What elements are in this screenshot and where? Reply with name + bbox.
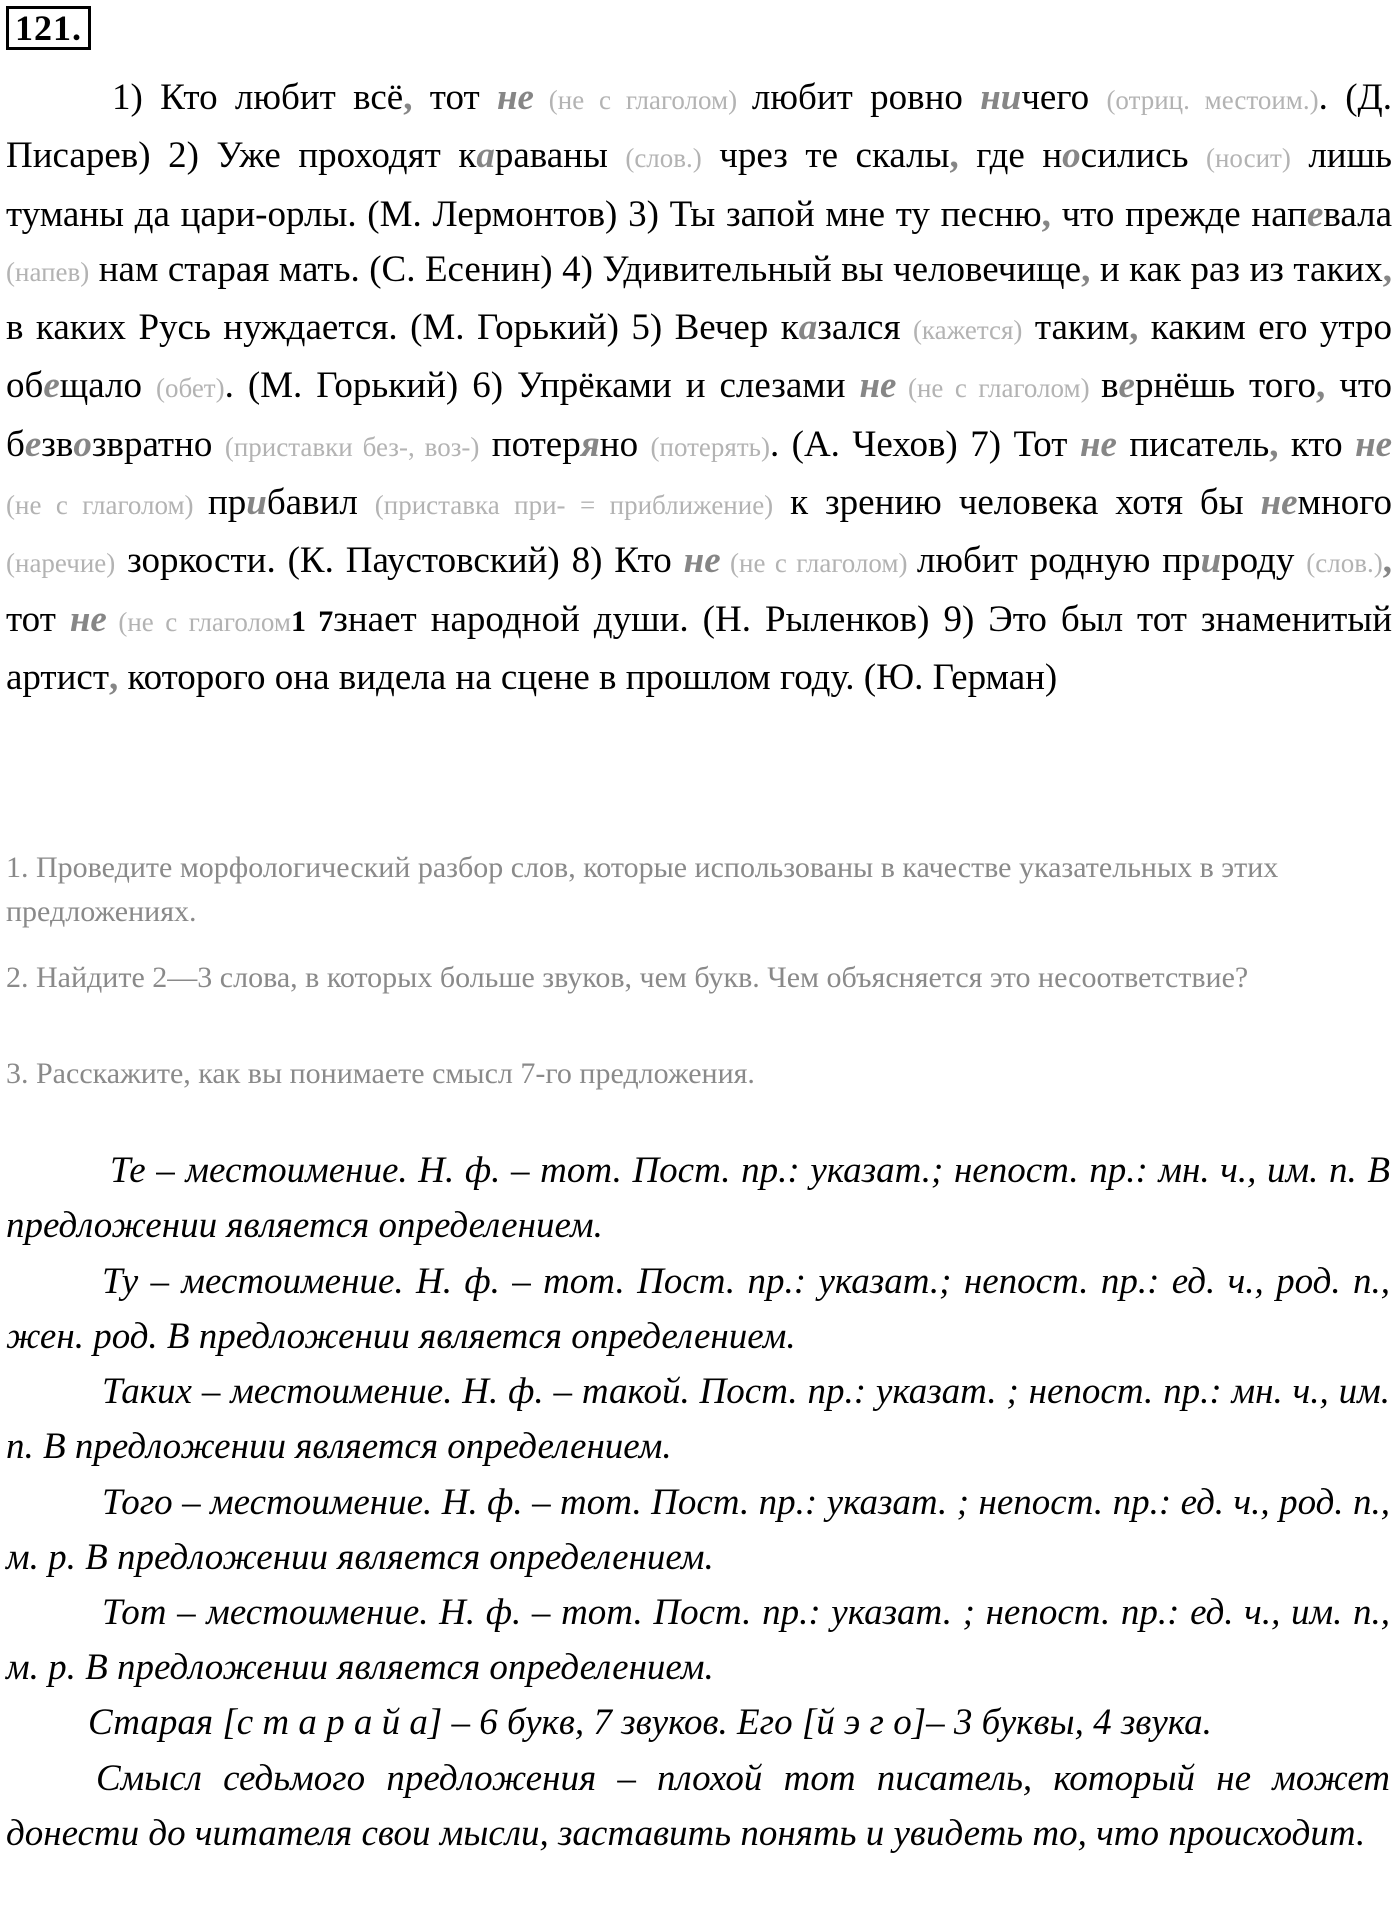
answer-takih: Таких – местоимение. Н. ф. – такой. Пост. пр.: указат. ; непост. пр.: мн. ч., им. п. В предложении является определением. [6,1371,1390,1468]
exercise-number: 121. [6,6,91,50]
question-1: 1. Проведите морфологический разбор слов, которые использованы в качестве указательных в этих предложениях. [6,851,1279,928]
answer-togo: Того – местоимение. Н. ф. – тот. Пост. пр.: указат. ; непост. пр.: ед. ч., род. п., м. р. В предложении является определением. [6,1482,1390,1579]
sentence-8: 8) Кто не (не с глаголом) любит родную природу (слов.), тот не (не с глаголом1 7знает народной души. (Н. Рыленков) [6,540,1392,640]
gray-note: (не с глаголом) [6,490,208,521]
sentence-5: 5) Вечер казался (кажется) таким, каким его утро обещало (обет). (М. Горький) [6,307,1392,407]
particle-ne: не [1260,482,1298,524]
particle-ne: не [1355,423,1393,465]
sentence-1: 1) Кто любит всё, тот не (не с глаголом) любит ровно ничего (отриц. местоим.). (Д. Писарев) [6,77,1393,177]
gray-note: (слов.) [625,143,702,174]
particle-ne: не [496,77,534,118]
answer-meaning: Смысл седьмого предложения – плохой тот писатель, который не может донести до читателя свои мысли, заставить понять и увидеть то, что происходит. [6,1758,1390,1855]
gray-note: (отриц. местоим.) [1106,85,1319,115]
particle-ne: не [1079,423,1117,465]
sentence-6: 6) Упрёками и слезами не (не с глаголом) вернёшь того, что безвозвратно (приставки без-, воз-) потеряно (потерять). (А. Чехов) [6,365,1393,465]
gray-note: (кажется) [912,315,1023,346]
gray-note: (не с глаголом) [720,548,917,579]
question-3: 3. Расскажите, как вы понимаете смысл 7-го предложения. [6,1057,755,1090]
gray-note: (не с глаголом [106,606,292,637]
gray-note: (не с глаголом) [896,373,1102,404]
answer-te: Те – местоимение. Н. ф. – тот. Пост. пр.: указат.; непост. пр.: мн. ч., им. п. В предложении является определением. [6,1150,1390,1247]
sentence-4: 4) Удивительный вы человечище, и как раз из таких, в каких Русь нуждается. (М. Горький) [6,248,1392,349]
gray-note: (потерять) [650,431,770,462]
gray-note: (обет) [155,373,225,404]
gray-note: (слов.) [1306,548,1383,579]
sentence-2: 2) Уже проходят караваны (слов.) чрез те скалы, где носились (носит) лишь туманы да цари-орлы. (М. Лермонтов) [6,135,1392,235]
answer-sounds: Старая [с т а р а й а] – 6 букв, 7 звуков. Его [й э г о]– 3 буквы, 4 звука. [88,1702,1212,1743]
particle-ne: не [859,365,897,407]
answer-tu: Ту – местоимение. Н. ф. – тот. Пост. пр.: указат.; непост. пр.: ед. ч., род. п., жен. род. В предложении является определением. [6,1261,1390,1358]
particle-ne: не [683,540,721,582]
overlap-glitch: 1 7 [291,604,334,638]
particle-ne: не [69,598,107,640]
gray-note: (носит) [1205,143,1291,174]
gray-note: (не с глаголом) [533,85,752,115]
gray-note: (напев) [6,256,90,287]
gray-note: (наречие) [6,548,116,579]
question-2: 2. Найдите 2—3 слова, в которых больше звуков, чем букв. Чем объясняется это несоответствие? [6,961,1249,994]
sentence-9: 9) Это был тот знаменитый артист, которого она видела на сцене в прошлом году. (Ю. Герман) [6,598,1392,698]
sentence-3: 3) Ты запой мне ту песню, что прежде напевала (напев) нам старая мать. (С. Есенин) [6,193,1393,290]
gray-note: (приставки без-, воз-) [224,431,480,462]
sentence-7: 7) Тот не писатель, кто не (не с глаголом) прибавил (приставка при- = приближение) к зрению человека хотя бы немного (наречие) зоркости. (К. Паустовский) [6,423,1393,582]
gray-note: (приставка при- = приближение) [374,490,774,521]
answer-tot: Тот – местоимение. Н. ф. – тот. Пост. пр.: указат. ; непост. пр.: ед. ч., им. п., м. р. В предложении является определением. [6,1592,1390,1689]
exercise-text [6,70,1392,705]
